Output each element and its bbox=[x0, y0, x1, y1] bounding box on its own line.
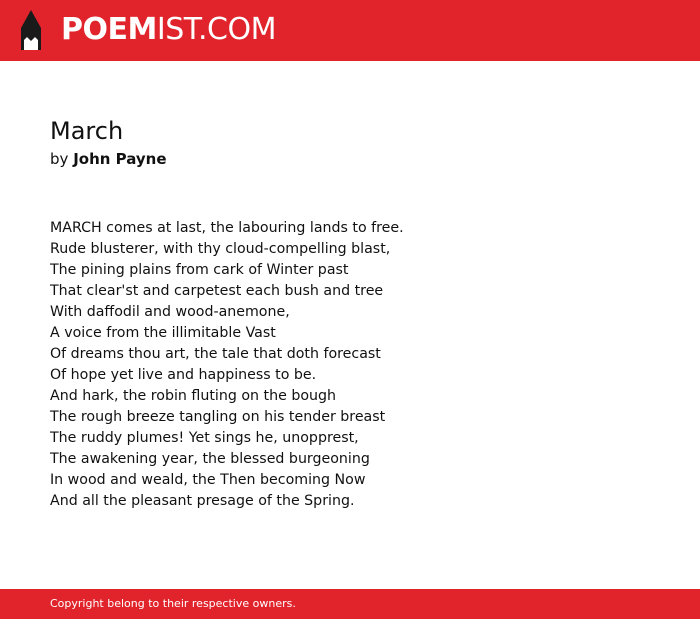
author-name: John Payne bbox=[73, 150, 167, 168]
site-logo[interactable] bbox=[61, 12, 276, 48]
byline bbox=[50, 149, 167, 169]
pencil-icon[interactable] bbox=[18, 10, 44, 52]
poem-line: With daffodil and wood-anemone, bbox=[50, 304, 290, 320]
copyright-text: Copyright belong to their respective owners. bbox=[50, 597, 296, 610]
site-footer bbox=[0, 589, 700, 619]
poem-line: In wood and weald, the Then becoming Now bbox=[50, 472, 366, 488]
site-header bbox=[0, 0, 700, 61]
poem-line: The pining plains from cark of Winter past bbox=[50, 262, 349, 278]
poem-line: Rude blusterer, with thy cloud-compelling blast, bbox=[50, 241, 391, 257]
poem-line: Of hope yet live and happiness to be. bbox=[50, 367, 317, 383]
poem-line: And hark, the robin fluting on the bough bbox=[50, 388, 337, 404]
poem-line: And all the pleasant presage of the Spring. bbox=[50, 493, 355, 509]
poem-line: The rough breeze tangling on his tender breast bbox=[50, 409, 386, 425]
poem-title: March bbox=[50, 117, 124, 145]
poem-line: MARCH comes at last, the labouring lands to free. bbox=[50, 220, 404, 236]
logo-light-text: IST.COM bbox=[156, 12, 276, 47]
logo-bold-text: POEM bbox=[61, 12, 157, 47]
by-label: by bbox=[50, 150, 69, 168]
poem-line: That clear'st and carpetest each bush and tree bbox=[50, 283, 384, 299]
poem-line: A voice from the illimitable Vast bbox=[50, 325, 276, 341]
poem-line: The ruddy plumes! Yet sings he, unopprest, bbox=[50, 430, 359, 446]
poem-line: The awakening year, the blessed burgeoning bbox=[50, 451, 370, 467]
poem-line: Of dreams thou art, the tale that doth forecast bbox=[50, 346, 381, 362]
poem-body bbox=[50, 218, 670, 512]
